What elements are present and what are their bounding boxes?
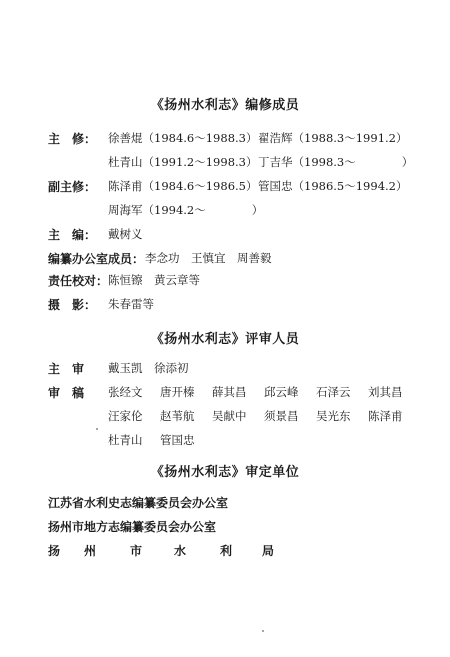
section-title-reviewers: 《扬州水利志》评审人员 [150, 332, 300, 347]
deputy-editor-1: 陈泽甫（1984.6～1986.5） [108, 179, 258, 193]
reviewer-2-4: 须景昌 [264, 409, 299, 423]
approval-unit-3-char-4: 水 [174, 544, 187, 558]
deputy-editor-2: 管国忠（1986.5～1994.2） [258, 179, 408, 193]
reviewer-1-6: 刘其昌 [368, 385, 403, 399]
scan-speck [262, 630, 264, 632]
chief-editor-4: 丁吉华（1998.3～ ） [258, 155, 414, 169]
reviewer-1-1: 张经文 [108, 385, 143, 399]
reviewer-2-2: 赵苇航 [160, 409, 195, 423]
reviewer-1-5: 石泽云 [316, 385, 351, 399]
photographers: 朱春雷等 [108, 297, 154, 311]
chief-reviewers: 戴玉凯 徐添初 [108, 361, 189, 375]
label-deputy-editor: 副主修： [48, 180, 97, 194]
deputy-editor-3: 周海军（1994.2～ ） [108, 203, 264, 217]
reviewer-2-3: 吴献中 [212, 409, 247, 423]
office-members: 李念功 王慎宜 周善毅 [145, 251, 272, 265]
proofreaders: 陈恒镲 黄云章等 [108, 273, 200, 287]
reviewer-1-2: 唐开榛 [160, 385, 195, 399]
reviewer-3-1: 杜青山 [108, 433, 143, 447]
scan-speck [96, 428, 98, 430]
reviewer-1-4: 邱云峰 [264, 385, 299, 399]
label-editor: 主 编： [48, 228, 97, 242]
section-title-editors: 《扬州水利志》编修成员 [150, 98, 300, 113]
chief-editor-2: 翟浩辉（1988.3～1991.2） [258, 131, 408, 145]
label-office: 编纂办公室成员： [48, 252, 145, 266]
approval-unit-1: 江苏省水利史志编纂委员会办公室 [48, 496, 229, 510]
label-reviewers: 审 稿 [48, 386, 85, 400]
reviewer-2-5: 吴光东 [316, 409, 351, 423]
approval-unit-3-char-3: 市 [130, 544, 143, 558]
label-photography: 摄 影： [48, 298, 97, 312]
approval-unit-3-char-5: 利 [220, 544, 233, 558]
approval-unit-2: 扬州市地方志编纂委员会办公室 [48, 520, 217, 534]
chief-editor-3: 杜青山（1991.2～1998.3） [108, 155, 258, 169]
section-title-approval: 《扬州水利志》审定单位 [150, 465, 300, 480]
chief-editor-1: 徐善焜（1984.6～1988.3） [108, 131, 258, 145]
approval-unit-3-char-2: 州 [84, 544, 97, 558]
reviewer-2-1: 汪家伦 [108, 409, 143, 423]
reviewer-2-6: 陈泽甫 [368, 409, 403, 423]
reviewer-1-3: 薛其昌 [212, 385, 247, 399]
label-chief-editor: 主 修： [48, 132, 97, 146]
approval-unit-3-char-6: 局 [262, 544, 275, 558]
label-chief-reviewer: 主 审 [48, 362, 85, 376]
reviewer-3-2: 管国忠 [160, 433, 195, 447]
approval-unit-3-char-1: 扬 [48, 544, 61, 558]
label-proofreading: 责任校对： [48, 274, 109, 288]
editor-name: 戴树义 [108, 227, 143, 241]
